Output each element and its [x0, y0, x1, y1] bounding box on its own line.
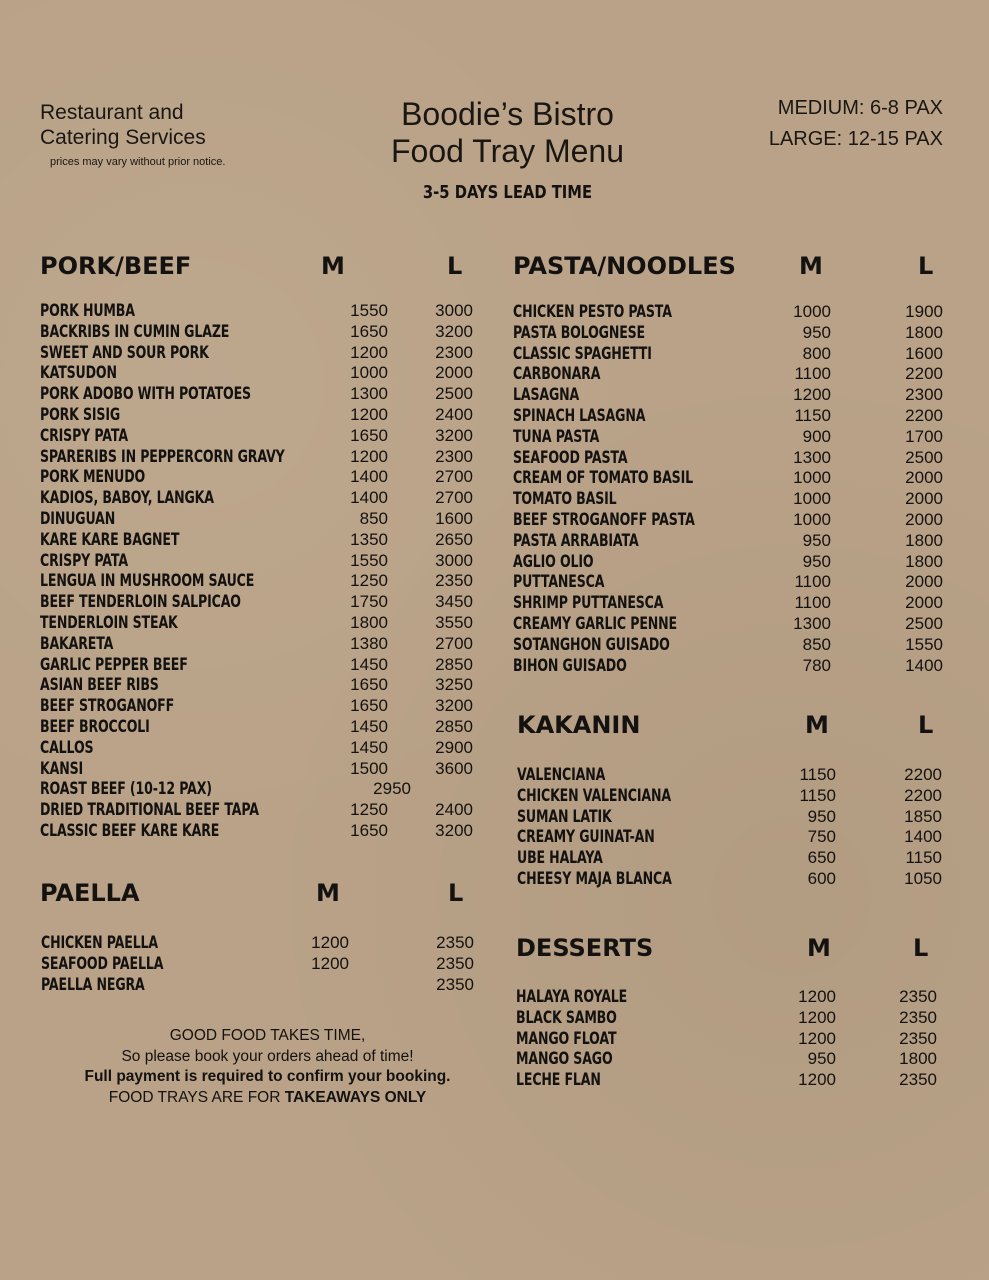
menu-item: [40, 592, 480, 613]
menu-item-price-medium: 950: [807, 1049, 836, 1069]
menu-item-price-large: 2350: [435, 571, 473, 591]
menu-item-price-medium: 1650: [350, 675, 388, 695]
menu-item-name: BAKARETA: [40, 633, 114, 654]
menu-item-name: CREAM OF TOMATO BASIL: [513, 468, 694, 489]
menu-item: [513, 344, 948, 365]
menu-item-price-medium: 1650: [350, 321, 388, 341]
menu-item-price-medium: 1450: [350, 737, 388, 757]
menu-item-price-medium: 650: [807, 848, 836, 868]
menu-item-name: CLASSIC SPAGHETTI: [513, 343, 652, 364]
menu-item-price-large: 1800: [905, 322, 943, 342]
column-header-l: L: [448, 879, 464, 907]
menu-item-price-medium: 1450: [350, 654, 388, 674]
menu-item: [513, 364, 948, 385]
menu-item-price-medium: 1380: [350, 633, 388, 653]
lead-time: 3-5 DAYS LEAD TIME: [422, 182, 593, 203]
menu-item-price-large: 2300: [435, 342, 473, 362]
menu-item-price-medium: 1200: [311, 933, 349, 952]
menu-item-name: KANSI: [40, 758, 84, 779]
menu-item-price-large: 3200: [435, 696, 473, 716]
menu-item-price-medium: 1200: [798, 1070, 836, 1090]
column-header-m: M: [799, 252, 823, 280]
menu-item-price-large: 1900: [905, 302, 943, 321]
menu-item-name: TOMATO BASIL: [513, 489, 617, 510]
menu-item: [40, 738, 480, 759]
menu-item: [513, 614, 948, 635]
menu-item: [513, 531, 948, 552]
section-title-paella: PAELLA: [40, 879, 140, 907]
menu-item-price-large: 3000: [435, 301, 473, 320]
menu-item-name: LECHE FLAN: [516, 1070, 601, 1091]
menu-item-price-medium: 850: [802, 634, 831, 654]
menu-item-price-medium: 1300: [350, 384, 388, 404]
menu-list-paella: [41, 933, 481, 995]
menu-item-name: GARLIC PEPPER BEEF: [40, 654, 188, 675]
menu-item-price-large: 1600: [905, 343, 943, 363]
menu-item-price-medium: 1550: [350, 550, 388, 570]
menu-item-price-large: 3600: [435, 758, 473, 778]
menu-item-price-large: 1700: [905, 426, 943, 446]
menu-item-price-large: 2700: [435, 633, 473, 653]
menu-item: [513, 489, 948, 510]
menu-item-name: AGLIO OLIO: [513, 551, 594, 572]
menu-item: [40, 384, 480, 405]
menu-item-name: UBE HALAYA: [517, 848, 603, 869]
menu-item-name: CHICKEN PESTO PASTA: [513, 302, 672, 322]
menu-item: [40, 447, 480, 468]
menu-item-price-large: 3000: [435, 550, 473, 570]
menu-item-name: BEEF STROGANOFF: [40, 696, 175, 717]
menu-item: [40, 551, 480, 572]
menu-item: [40, 634, 480, 655]
menu-item-price-medium: 1150: [799, 785, 836, 805]
menu-item-price-medium: 1250: [350, 571, 388, 591]
menu-item: [513, 302, 948, 323]
menu-item: [40, 759, 480, 780]
menu-item-price-large: 2200: [904, 785, 942, 805]
size-large: LARGE: 12-15 PAX: [768, 128, 943, 150]
menu-item-name: CREAMY GARLIC PENNE: [513, 613, 677, 634]
menu-item: [516, 1070, 946, 1091]
menu-list-desserts: [516, 987, 946, 1091]
menu-item-name: CHICKEN VALENCIANA: [517, 785, 671, 806]
menu-item-price-large: 2350: [899, 1070, 937, 1090]
menu-item-price-medium: 1000: [793, 302, 831, 321]
section-title-pasta-noodles: PASTA/NOODLES: [513, 252, 736, 280]
footer-notice: [40, 1026, 495, 1108]
menu-item-price-large: 1400: [905, 655, 943, 675]
menu-item-name: TENDERLOIN STEAK: [40, 612, 178, 633]
menu-item-price-medium: 1200: [350, 404, 388, 424]
menu-item-price-medium: 1000: [793, 509, 831, 529]
menu-item-name: PORK SISIG: [40, 404, 121, 425]
menu-item-price-large: 2000: [905, 468, 943, 488]
menu-item-price-medium: 1400: [350, 488, 388, 508]
menu-item-name: PORK ADOBO WITH POTATOES: [40, 384, 251, 405]
column-header-l: L: [918, 252, 934, 280]
menu-item-name: CHEESY MAJA BLANCA: [517, 868, 672, 889]
menu-item: [513, 510, 948, 531]
page-title-line-1: Boodie’s Bistro: [401, 96, 614, 132]
menu-item-price-large: 2000: [905, 489, 943, 509]
menu-item-price-medium: 1350: [350, 529, 388, 549]
menu-item: [513, 635, 948, 656]
menu-item-price-large: 1400: [904, 827, 942, 847]
menu-item-price-large: 2900: [435, 737, 473, 757]
menu-item: [513, 572, 948, 593]
menu-item-name: BIHON GUISADO: [513, 655, 627, 676]
menu-item-name: PUTTANESCA: [513, 572, 605, 593]
menu-item-name: VALENCIANA: [517, 765, 606, 785]
menu-item: [41, 933, 481, 954]
menu-item-name: LASAGNA: [513, 385, 580, 406]
column-header-m: M: [321, 252, 345, 280]
page-title-line-2: Food Tray Menu: [391, 133, 624, 169]
menu-item-price-medium: 900: [802, 426, 831, 446]
menu-item-price-large: 2000: [905, 593, 943, 613]
menu-item-price-large: 2000: [905, 509, 943, 529]
menu-item-name: CRISPY PATA: [40, 425, 128, 446]
menu-item-price-medium: 1200: [798, 987, 836, 1006]
menu-item-price-large: 1850: [904, 806, 942, 826]
footer-line-4-prefix: FOOD TRAYS ARE FOR: [108, 1088, 285, 1106]
menu-item-price-medium: 1100: [794, 593, 831, 613]
menu-item-price-medium: 1550: [350, 301, 388, 320]
menu-item-name: SOTANGHON GUISADO: [513, 634, 670, 655]
menu-item-price-medium: 950: [802, 530, 831, 550]
menu-item-price-medium: 1400: [350, 467, 388, 487]
menu-item: [513, 406, 948, 427]
menu-item-price-medium: 1150: [794, 405, 831, 425]
menu-item-name: BACKRIBS IN CUMIN GLAZE: [40, 321, 230, 342]
menu-item-name: HALAYA ROYALE: [516, 987, 628, 1007]
menu-item-price-medium: 950: [807, 806, 836, 826]
menu-item: [40, 426, 480, 447]
menu-item: [40, 613, 480, 634]
menu-item-price-large: 2500: [905, 613, 943, 633]
menu-item-price-large: 2850: [435, 654, 473, 674]
menu-item: [40, 467, 480, 488]
menu-item-name: BEEF BROCCOLI: [40, 716, 150, 737]
column-header-l: L: [913, 934, 929, 962]
menu-item-name: SWEET AND SOUR PORK: [40, 342, 209, 363]
menu-item: [516, 1008, 946, 1029]
menu-item: [516, 1029, 946, 1050]
footer-line-2: So please book your orders ahead of time!: [121, 1047, 414, 1065]
menu-item: [40, 717, 480, 738]
menu-item: [517, 827, 947, 848]
menu-item-name: SUMAN LATIK: [517, 806, 612, 827]
menu-item: [40, 488, 480, 509]
menu-item-price-medium: 1300: [793, 447, 831, 467]
menu-item: [40, 821, 480, 842]
menu-item-name: CLASSIC BEEF KARE KARE: [40, 820, 220, 841]
menu-item-price-large: 2700: [435, 467, 473, 487]
menu-item-price-large: 1150: [905, 848, 942, 868]
menu-item-name: PASTA BOLOGNESE: [513, 322, 646, 343]
menu-item-price-medium: 1000: [793, 489, 831, 509]
menu-item: [40, 571, 480, 592]
menu-item: [516, 1049, 946, 1070]
menu-item-price-medium: 750: [807, 827, 836, 847]
menu-item-price-large: 2700: [435, 488, 473, 508]
menu-item-price-large: 2200: [905, 364, 943, 384]
menu-item-price-large: 2350: [436, 933, 474, 952]
section-title-pork-beef: PORK/BEEF: [40, 252, 192, 280]
menu-item-price-medium: 1650: [350, 696, 388, 716]
menu-item-name: SHRIMP PUTTANESCA: [513, 593, 664, 614]
menu-item: [513, 468, 948, 489]
menu-item-name: SPARERIBS IN PEPPERCORN GRAVY: [40, 446, 285, 467]
menu-item-name: ASIAN BEEF RIBS: [40, 675, 159, 696]
menu-item-price-large: 1800: [905, 530, 943, 550]
section-title-kakanin: KAKANIN: [517, 711, 641, 739]
menu-item-price: 2950: [373, 779, 411, 799]
menu-item-name: LENGUA IN MUSHROOM SAUCE: [40, 571, 255, 592]
header-title-block: [330, 96, 685, 203]
menu-item-name: SEAFOOD PAELLA: [41, 953, 164, 974]
menu-item-name: PORK HUMBA: [40, 301, 135, 321]
menu-item-price-medium: 1650: [350, 425, 388, 445]
menu-item: [41, 975, 481, 996]
menu-item-name: CREAMY GUINAT-AN: [517, 827, 655, 848]
column-header-m: M: [316, 879, 340, 907]
menu-item-name: BLACK SAMBO: [516, 1007, 617, 1028]
menu-item-price-medium: 1800: [350, 612, 388, 632]
menu-item: [40, 301, 480, 322]
menu-item-price-medium: 1200: [798, 1028, 836, 1048]
menu-item-name: DINUGUAN: [40, 508, 116, 529]
column-header-m: M: [805, 711, 829, 739]
menu-item: [40, 509, 480, 530]
footer-line-4-bold: TAKEAWAYS ONLY: [284, 1088, 427, 1106]
menu-item-price-large: 3550: [435, 612, 473, 632]
menu-item: [40, 800, 480, 821]
menu-item-price-medium: 950: [802, 551, 831, 571]
menu-item-price-medium: 1000: [793, 468, 831, 488]
menu-item-name: KATSUDON: [40, 363, 117, 384]
menu-item-name: CARBONARA: [513, 364, 601, 385]
menu-item-name: CALLOS: [40, 737, 94, 758]
menu-item-price-medium: 780: [802, 655, 831, 675]
menu-item: [40, 322, 480, 343]
menu-item-price-medium: 1100: [794, 364, 831, 384]
menu-item-price-medium: 850: [359, 508, 388, 528]
menu-item: [513, 323, 948, 344]
menu-item-price-large: 2200: [905, 405, 943, 425]
menu-item-price-large: 1050: [904, 868, 942, 888]
menu-item-price-large: 2350: [899, 987, 937, 1006]
menu-item-price-large: 2350: [436, 953, 474, 973]
menu-item-price-large: 3450: [435, 592, 473, 612]
menu-item-price-large: 2650: [435, 529, 473, 549]
menu-item-name: PASTA ARRABIATA: [513, 530, 639, 551]
menu-item: [517, 807, 947, 828]
menu-item-name: MANGO FLOAT: [516, 1028, 617, 1049]
menu-item-price-large: 2350: [899, 1028, 937, 1048]
menu-item-name: TUNA PASTA: [513, 426, 600, 447]
menu-item-price-large: 3200: [435, 321, 473, 341]
menu-item-name: PORK MENUDO: [40, 467, 146, 488]
menu-item: [513, 593, 948, 614]
menu-item-price-medium: 1250: [350, 800, 388, 820]
menu-item: [517, 765, 947, 786]
menu-list-pork-beef: [40, 301, 480, 842]
menu-item-price-medium: 1300: [793, 613, 831, 633]
menu-item-name: KADIOS, BABOY, LANGKA: [40, 488, 214, 509]
menu-item-price-large: 2400: [435, 800, 473, 820]
price-note: prices may vary without prior notice.: [50, 156, 226, 168]
column-header-m: M: [807, 934, 831, 962]
menu-item-name: ROAST BEEF (10-12 PAX): [40, 779, 212, 800]
menu-item-price-medium: 1200: [311, 953, 349, 973]
menu-item: [513, 427, 948, 448]
menu-item-price-medium: 1200: [798, 1007, 836, 1027]
footer-line-1: GOOD FOOD TAKES TIME,: [169, 1027, 366, 1044]
menu-item-price-medium: 1650: [350, 820, 388, 840]
menu-item-name: BEEF STROGANOFF PASTA: [513, 509, 695, 530]
menu-item: [517, 786, 947, 807]
section-title-desserts: DESSERTS: [516, 934, 654, 962]
header-left: [40, 100, 260, 168]
menu-item: [513, 656, 948, 677]
menu-item-price-large: 2400: [435, 404, 473, 424]
menu-list-pasta-noodles: [513, 302, 948, 676]
menu-item-name: MANGO SAGO: [516, 1049, 613, 1070]
menu-item-price-medium: 600: [807, 868, 836, 888]
menu-item-price-large: 2200: [904, 765, 942, 784]
menu-item-price-large: 2350: [436, 974, 474, 994]
menu-item: [40, 363, 480, 384]
menu-item-price-large: 1550: [905, 634, 943, 654]
menu-item: [40, 530, 480, 551]
menu-item-price-large: 3200: [435, 425, 473, 445]
menu-item-price-large: 2500: [905, 447, 943, 467]
menu-item-price-medium: 1100: [794, 572, 831, 592]
menu-item: [517, 869, 947, 890]
menu-item: [40, 655, 480, 676]
menu-item: [513, 552, 948, 573]
menu-item-price-medium: 1500: [350, 758, 388, 778]
menu-item-name: PAELLA NEGRA: [41, 974, 145, 995]
menu-item-price-medium: 1000: [350, 363, 388, 383]
menu-item: [41, 954, 481, 975]
menu-item-price-large: 1600: [435, 508, 473, 528]
menu-item: [513, 448, 948, 469]
footer-line-4: [40, 1088, 495, 1109]
footer-line-3: Full payment is required to confirm your booking.: [84, 1068, 451, 1085]
menu-list-kakanin: [517, 765, 947, 890]
menu-item-name: DRIED TRADITIONAL BEEF TAPA: [40, 800, 259, 821]
menu-item-price-medium: 1750: [350, 592, 388, 612]
menu-item-price-medium: 1200: [350, 342, 388, 362]
menu-item: [40, 675, 480, 696]
menu-item-name: SEAFOOD PASTA: [513, 447, 628, 468]
menu-item-price-large: 2000: [435, 363, 473, 383]
menu-item-name: BEEF TENDERLOIN SALPICAO: [40, 592, 241, 613]
menu-item-price-large: 3250: [435, 675, 473, 695]
menu-item: [513, 385, 948, 406]
header-sizes: [769, 93, 943, 155]
menu-item: [40, 405, 480, 426]
menu-item-price-medium: 1200: [350, 446, 388, 466]
size-medium: MEDIUM: 6-8 PAX: [777, 97, 943, 119]
menu-item-price-medium: 1150: [799, 765, 836, 784]
menu-item-name: CHICKEN PAELLA: [41, 933, 159, 953]
menu-item: [40, 343, 480, 364]
menu-item-name: CRISPY PATA: [40, 550, 128, 571]
menu-item-price-large: 2850: [435, 716, 473, 736]
column-header-l: L: [447, 252, 463, 280]
menu-item: [40, 696, 480, 717]
menu-item-price-large: 2500: [435, 384, 473, 404]
menu-item: [517, 848, 947, 869]
menu-item-price-medium: 950: [802, 322, 831, 342]
menu-item-price-medium: 800: [802, 343, 831, 363]
menu-item-name: SPINACH LASAGNA: [513, 405, 646, 426]
menu-item-price-large: 3200: [435, 820, 473, 840]
menu-item-price-large: 2300: [435, 446, 473, 466]
column-header-l: L: [918, 711, 934, 739]
menu-item-price-large: 2350: [899, 1007, 937, 1027]
menu-item-price-medium: 1450: [350, 716, 388, 736]
header-tagline-2: Catering Services: [40, 126, 206, 149]
menu-item-name: KARE KARE BAGNET: [40, 529, 180, 550]
menu-item: [40, 779, 480, 800]
menu-item-price-large: 2300: [905, 385, 943, 405]
menu-item: [516, 987, 946, 1008]
menu-item-price-medium: 1200: [793, 385, 831, 405]
menu-item-price-large: 1800: [905, 551, 943, 571]
menu-item-price-large: 1800: [899, 1049, 937, 1069]
menu-item-price-large: 2000: [905, 572, 943, 592]
header-tagline-1: Restaurant and: [40, 101, 184, 124]
